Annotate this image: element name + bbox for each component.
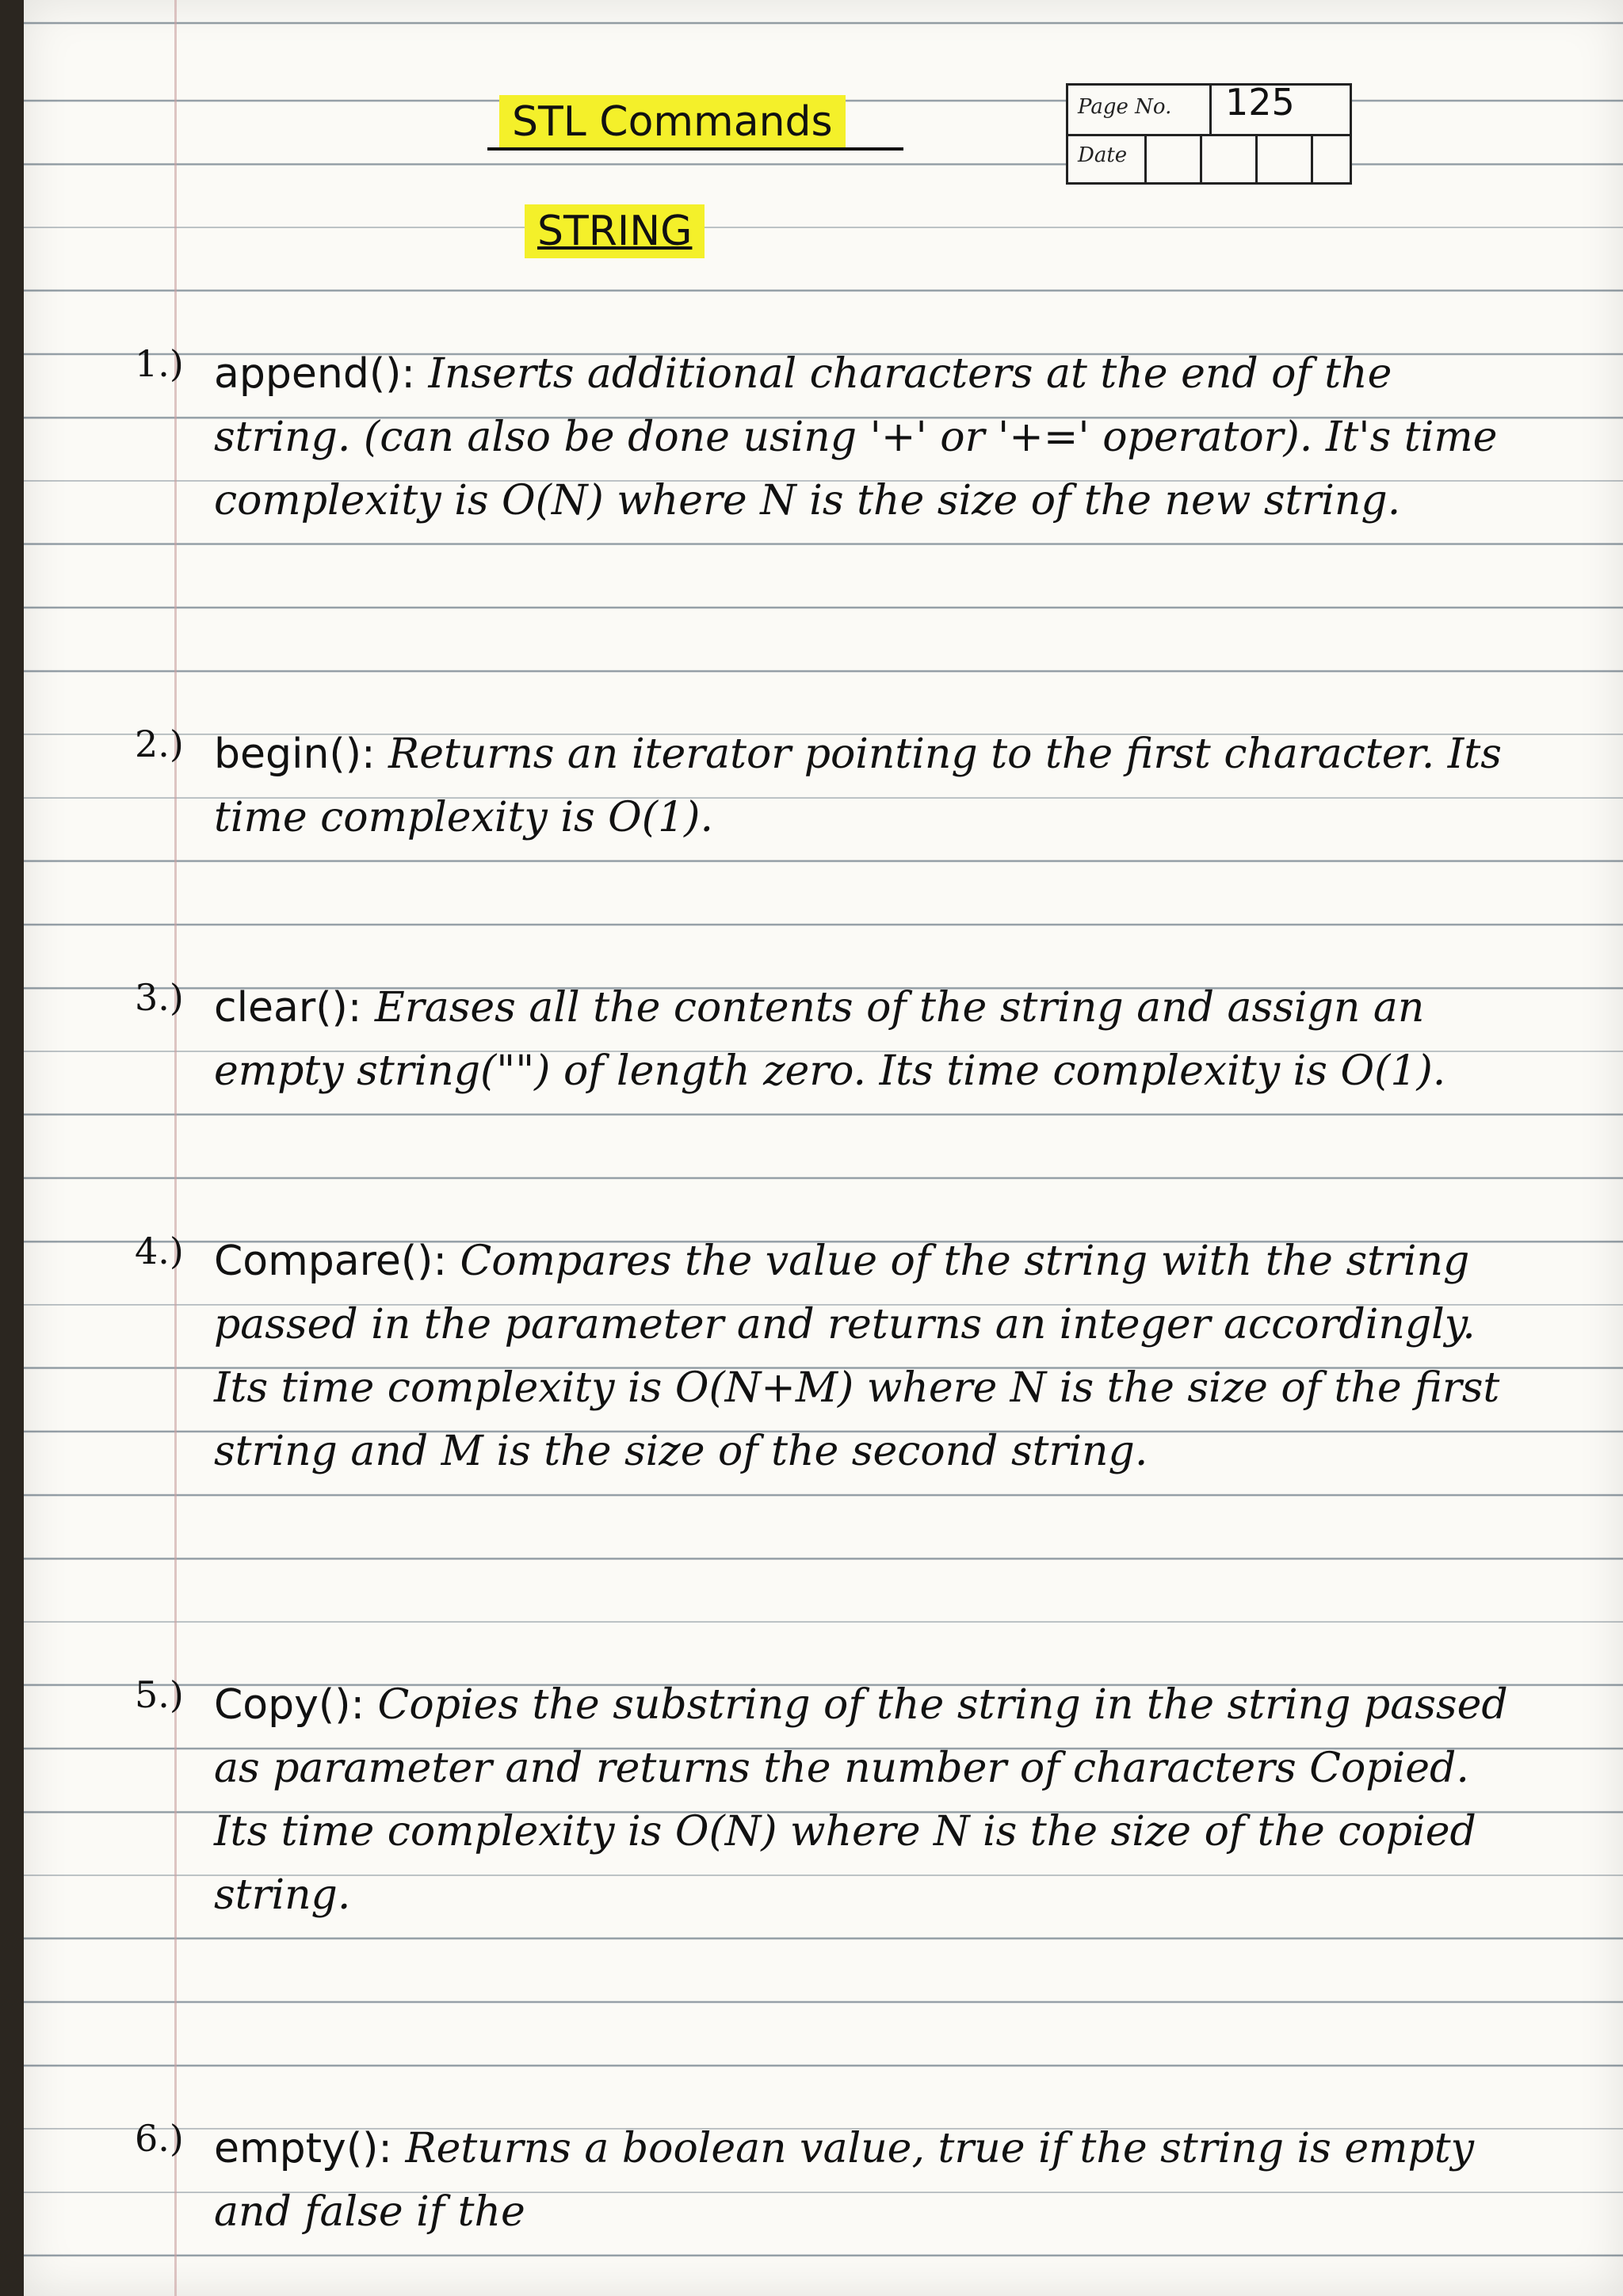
page-no-row (1068, 81, 1350, 136)
entry-text (214, 723, 1514, 849)
entry-function-name: empty(): (214, 2125, 392, 2172)
entry-description: Returns a boolean value, true if the string is empty and false if the (214, 2125, 1475, 2236)
entry-number: 6.) (135, 2117, 184, 2160)
entry-text (214, 976, 1514, 1103)
entry-function-name: append(): (214, 350, 415, 398)
entry-description: Inserts additional characters at the end of the string. (can also be done using '+' or '+=' operator). It's time complexity is O(N) where N is the size of the new string. (214, 350, 1498, 524)
title-underline (487, 147, 903, 151)
entry-description: Copies the substring of the string in the string passed as parameter and returns the number of characters Copied. Its time complexity is O(N) where N is the size of the copied string. (214, 1681, 1508, 1919)
entry-text (214, 2117, 1514, 2244)
date-row (1068, 134, 1350, 182)
entry-description: Compares the value of the string with the string passed in the parameter and returns an integer accordingly. Its time complexity is O(N+M) where N is the size of the first string and M is the size of the second string. (214, 1238, 1500, 1475)
entry-description: Returns an iterator pointing to the first character. Its time complexity is O(1). (214, 730, 1502, 841)
page-no-value: 125 (1225, 81, 1295, 124)
page-title: STL Commands (499, 95, 846, 149)
entry-text (214, 342, 1514, 532)
page-header-box (1066, 83, 1352, 185)
entry-function-name: Compare(): (214, 1238, 447, 1285)
entry-number: 3.) (135, 976, 184, 1019)
date-label: Date (1078, 143, 1128, 167)
entry-function-name: clear(): (214, 984, 362, 1032)
entry-number: 5.) (135, 1673, 184, 1716)
entry-number: 4.) (135, 1230, 184, 1272)
entry-function-name: begin(): (214, 730, 376, 778)
notebook-page (24, 0, 1623, 2296)
entry-text (214, 1230, 1514, 1483)
entry-text (214, 1673, 1514, 1927)
entry-function-name: Copy(): (214, 1681, 365, 1729)
section-heading: STRING (525, 204, 705, 258)
entry-description: Erases all the contents of the string and assign an empty string("") of length zero. Its time complexity is O(1). (214, 984, 1446, 1095)
entry-number: 1.) (135, 342, 184, 385)
page-no-label: Page No. (1078, 95, 1172, 119)
entry-number: 2.) (135, 723, 184, 765)
